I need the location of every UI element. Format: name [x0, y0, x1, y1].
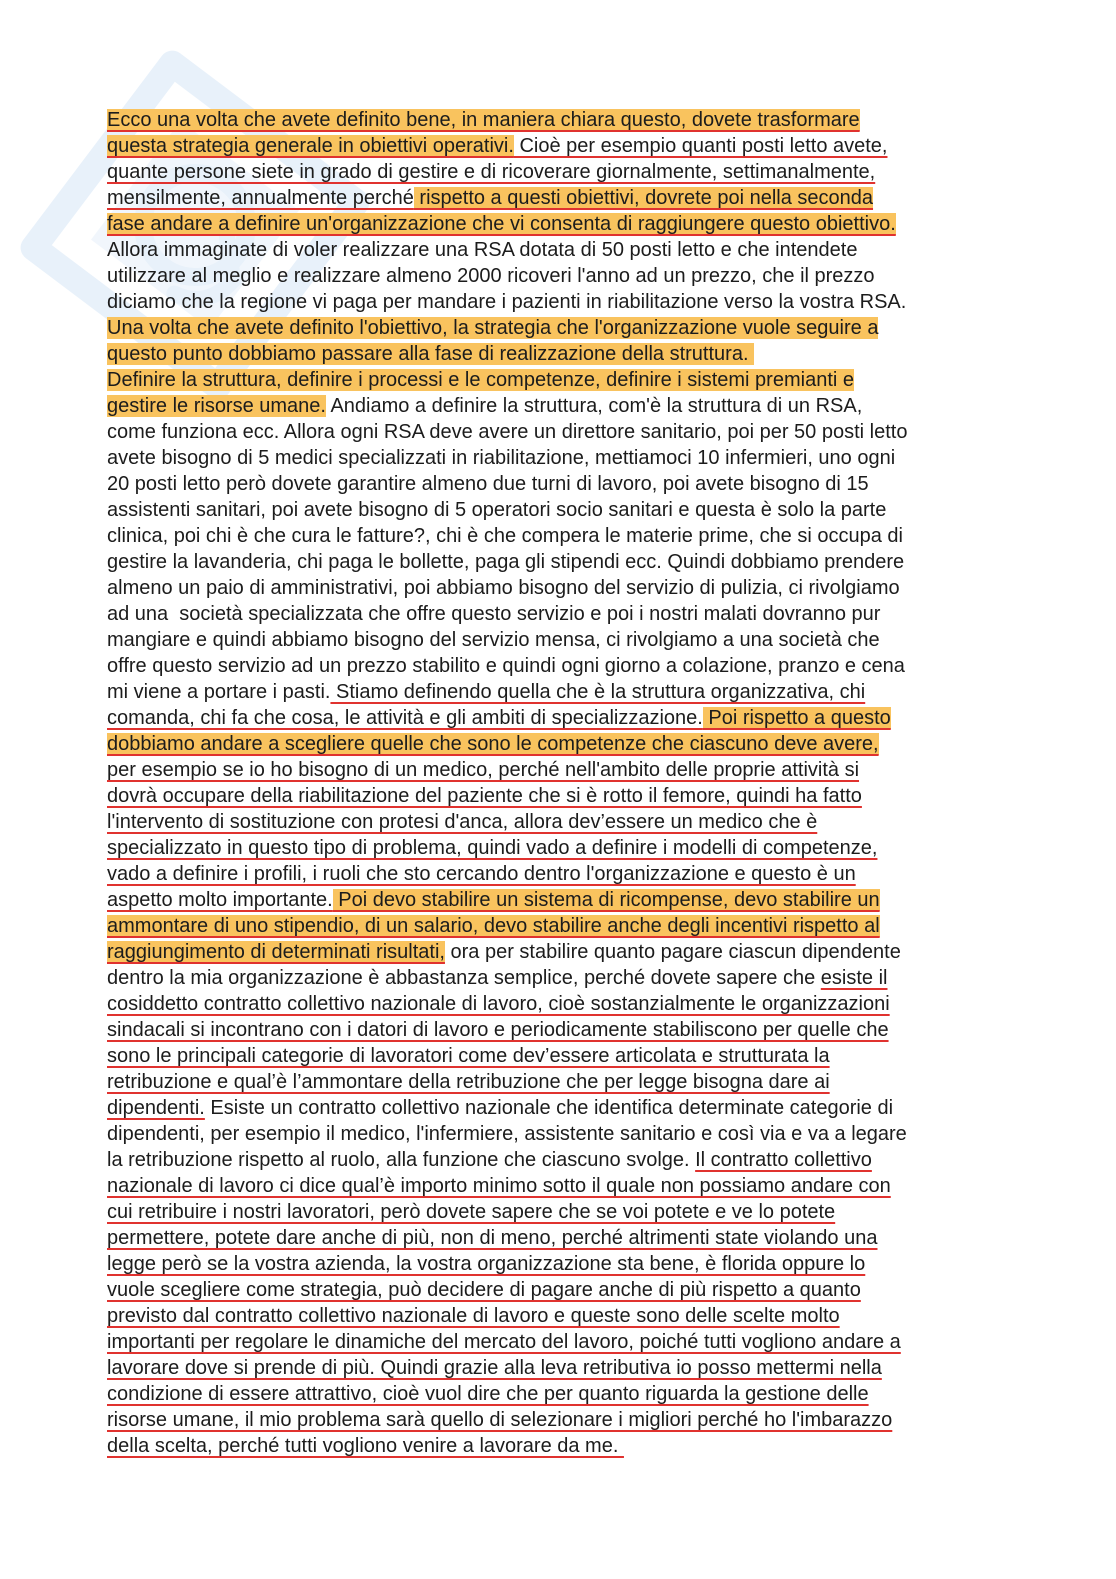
text-line [107, 939, 1067, 965]
highlighted-underlined-text: Poi rispetto a questo [702, 707, 891, 729]
text-line [107, 315, 1067, 341]
text-line [107, 1069, 1067, 1095]
text-segment: assistenti sanitari, poi avete bisogno di 5 operatori socio sanitari e questa è solo la parte [107, 499, 887, 521]
highlighted-text: Una volta che avete definito l'obiettivo, la strategia che l'organizzazione vuole seguire a [107, 317, 879, 339]
text-line [107, 1303, 1067, 1329]
underlined-text: esiste il [820, 967, 888, 989]
text-line [107, 757, 1067, 783]
highlighted-underlined-text: fase andare a definire un'organizzazione che vi consenta di raggiungere questo obiettivo. [107, 213, 896, 235]
text-line [107, 1199, 1067, 1225]
underlined-text: aspetto molto importante. [107, 889, 333, 911]
text-segment: dentro la mia organizzazione è abbastanza semplice, perché dovete sapere che [107, 967, 821, 989]
underlined-text: Il contratto collettivo [695, 1149, 872, 1171]
text-line [107, 419, 1067, 445]
text-segment: ad una società specializzata che offre questo servizio e poi i nostri malati dovranno pur [107, 603, 881, 625]
underlined-text: comanda, chi fa che cosa, le attività e gli ambiti di specializzazione. [107, 707, 703, 729]
text-line [107, 159, 1067, 185]
text-segment: gestire la lavanderia, chi paga le bollette, paga gli stipendi ecc. Quindi dobbiamo prendere [107, 551, 905, 573]
text-segment: almeno un paio di amministrativi, poi abbiamo bisogno del servizio di pulizia, ci rivolgiamo [107, 577, 900, 599]
text-segment: clinica, poi chi è che cura le fatture?, chi è che compera le materie prime, che si occupa di [107, 525, 903, 547]
text-segment: ora per stabilire quanto pagare ciascun dipendente [444, 941, 901, 963]
text-line [107, 289, 1067, 315]
text-line [107, 1277, 1067, 1303]
text-segment: mangiare e quindi abbiamo bisogno del servizio mensa, ci rivolgiamo a una società che [107, 629, 880, 651]
text-line [107, 549, 1067, 575]
underlined-text: sono le principali categorie di lavoratori come dev’essere articolata e strutturata la [107, 1045, 830, 1067]
text-line [107, 1329, 1067, 1355]
underlined-text: condizione di essere attrattivo, cioè vuol dire che per quanto riguarda la gestione delle [107, 1383, 869, 1405]
text-segment: utilizzare al meglio e realizzare almeno 2000 ricoveri l'anno ad un prezzo, che il prezzo [107, 265, 875, 287]
text-segment: la retribuzione rispetto al ruolo, alla funzione che ciascuno svolge. [107, 1149, 696, 1171]
text-line [107, 887, 1067, 913]
text-segment: Esiste un contratto collettivo nazionale che identifica determinate categorie di [204, 1097, 894, 1119]
highlighted-text: questo punto dobbiamo passare alla fase di realizzazione della struttura. [107, 343, 755, 365]
underlined-text: quante persone siete in grado di gestire e di ricoverare giornalmente, settimanalmente, [107, 161, 876, 183]
text-line [107, 731, 1067, 757]
text-line [107, 575, 1067, 601]
text-line [107, 263, 1067, 289]
text-line [107, 861, 1067, 887]
text-line [107, 107, 1067, 133]
text-line [107, 471, 1067, 497]
underlined-text: cui retribuire i nostri lavoratori, però dovete sapere che se voi potete e ve lo potete [107, 1201, 836, 1223]
highlighted-underlined-text: rispetto a questi obiettivi, dovrete poi nella seconda [413, 187, 874, 209]
underlined-text: lavorare dove si prende di più. Quindi grazie alla leva retributiva io posso mettermi nella [107, 1357, 882, 1379]
highlighted-underlined-text: ammontare di uno stipendio, di un salario, devo stabilire anche degli incentivi rispetto al [107, 915, 880, 937]
text-line [107, 523, 1067, 549]
text-line [107, 341, 1067, 367]
text-segment: come funziona ecc. Allora ogni RSA deve avere un direttore sanitario, poi per 50 posti letto [107, 421, 908, 443]
text-line [107, 835, 1067, 861]
text-line [107, 367, 1067, 393]
text-line [107, 809, 1067, 835]
text-segment: dipendenti, per esempio il medico, l'infermiere, assistente sanitario e così via e va a legare [107, 1123, 907, 1145]
text-line [107, 211, 1067, 237]
highlighted-text: Definire la struttura, definire i processi e le competenze, definire i sistemi premianti e [107, 369, 854, 391]
underlined-text: nazionale di lavoro ci dice qual’è importo minimo sotto il quale non possiamo andare con [107, 1175, 891, 1197]
underlined-text: sindacali si incontrano con i datori di lavoro e periodicamente stabiliscono per quelle che [107, 1019, 889, 1041]
underlined-text: dovrà occupare della riabilitazione del paziente che si è rotto il femore, quindi ha fatto [107, 785, 862, 807]
text-line [107, 705, 1067, 731]
underlined-text: per esempio se io ho bisogno di un medico, perché nell'ambito delle proprie attività si [107, 759, 860, 781]
underlined-text: risorse umane, il mio problema sarà quello di selezionare i migliori perché ho l'imbarazzo [107, 1409, 893, 1431]
text-line [107, 965, 1067, 991]
text-segment: mi viene a portare i pasti. [107, 681, 331, 703]
text-line [107, 1251, 1067, 1277]
text-line [107, 133, 1067, 159]
text-line [107, 1381, 1067, 1407]
text-segment: Andiamo a definire la struttura, com'è la struttura di un RSA, [325, 395, 863, 417]
text-line [107, 627, 1067, 653]
text-line [107, 1043, 1067, 1069]
text-line [107, 1355, 1067, 1381]
underlined-text: cosiddetto contratto collettivo nazionale di lavoro, cioè sostanzialmente le organizzazioni [107, 993, 890, 1015]
text-line [107, 1173, 1067, 1199]
underlined-text: della scelta, perché tutti vogliono venire a lavorare da me. [107, 1435, 624, 1457]
text-line [107, 783, 1067, 809]
text-segment: diciamo che la regione vi paga per mandare i pazienti in riabilitazione verso la vostra RSA. [107, 291, 907, 313]
text-segment: 20 posti letto però dovete garantire almeno due turni di lavoro, poi avete bisogno di 15 [107, 473, 869, 495]
text-line [107, 1147, 1067, 1173]
text-line [107, 393, 1067, 419]
text-line [107, 1017, 1067, 1043]
text-line [107, 653, 1067, 679]
underlined-text: Stiamo definendo quella che è la struttura organizzativa, chi [330, 681, 866, 703]
text-segment: Allora immaginate di voler realizzare una RSA dotata di 50 posti letto e che intendete [107, 239, 858, 261]
document-body [107, 107, 1067, 1459]
text-line [107, 679, 1067, 705]
highlighted-underlined-text: questa strategia generale in obiettivi operativi. [107, 135, 514, 157]
text-line [107, 913, 1067, 939]
highlighted-underlined-text: dobbiamo andare a scegliere quelle che sono le competenze che ciascuno deve avere, [107, 733, 879, 755]
underlined-text: vado a definire i profili, i ruoli che sto cercando dentro l'organizzazione e questo è un [107, 863, 856, 885]
underlined-text: retribuzione e qual’è l’ammontare della retribuzione che per legge bisogna dare ai [107, 1071, 830, 1093]
highlighted-text: gestire le risorse umane. [107, 395, 326, 417]
underlined-text: Cioè per esempio quanti posti letto avete, [513, 135, 888, 157]
underlined-text: importanti per regolare le dinamiche del mercato del lavoro, poiché tutti vogliono andare a [107, 1331, 901, 1353]
text-line [107, 185, 1067, 211]
text-line [107, 445, 1067, 471]
highlighted-underlined-text: raggiungimento di determinati risultati, [107, 941, 445, 963]
text-segment: avete bisogno di 5 medici specializzati in riabilitazione, mettiamoci 10 infermieri, uno ogni [107, 447, 896, 469]
underlined-text: previsto dal contratto collettivo nazionale di lavoro e queste sono delle scelte molto [107, 1305, 840, 1327]
text-line [107, 1121, 1067, 1147]
text-segment: offre questo servizio ad un prezzo stabilito e quindi ogni giorno a colazione, pranzo e cena [107, 655, 905, 677]
highlighted-underlined-text: Poi devo stabilire un sistema di ricompense, devo stabilire un [332, 889, 880, 911]
text-line [107, 1225, 1067, 1251]
underlined-text: legge però se la vostra azienda, la vostra organizzazione sta bene, è florida oppure lo [107, 1253, 866, 1275]
underlined-text: mensilmente, annualmente perché [107, 187, 414, 209]
text-line [107, 991, 1067, 1017]
text-line [107, 601, 1067, 627]
text-line [107, 1433, 1067, 1459]
text-line [107, 1095, 1067, 1121]
underlined-text: permettere, potete dare anche di più, non di meno, perché altrimenti state violando una [107, 1227, 878, 1249]
underlined-text: l'intervento di sostituzione con protesi d'anca, allora dev’essere un medico che è [107, 811, 818, 833]
text-line [107, 1407, 1067, 1433]
text-line [107, 497, 1067, 523]
underlined-text: vuole scegliere come strategia, può decidere di pagare anche di più rispetto a quanto [107, 1279, 861, 1301]
underlined-text: dipendenti. [107, 1097, 205, 1119]
text-line [107, 237, 1067, 263]
underlined-text: specializzato in questo tipo di problema, quindi vado a definire i modelli di competenze, [107, 837, 878, 859]
highlighted-underlined-text: Ecco una volta che avete definito bene, in maniera chiara questo, dovete trasformare [107, 109, 860, 131]
